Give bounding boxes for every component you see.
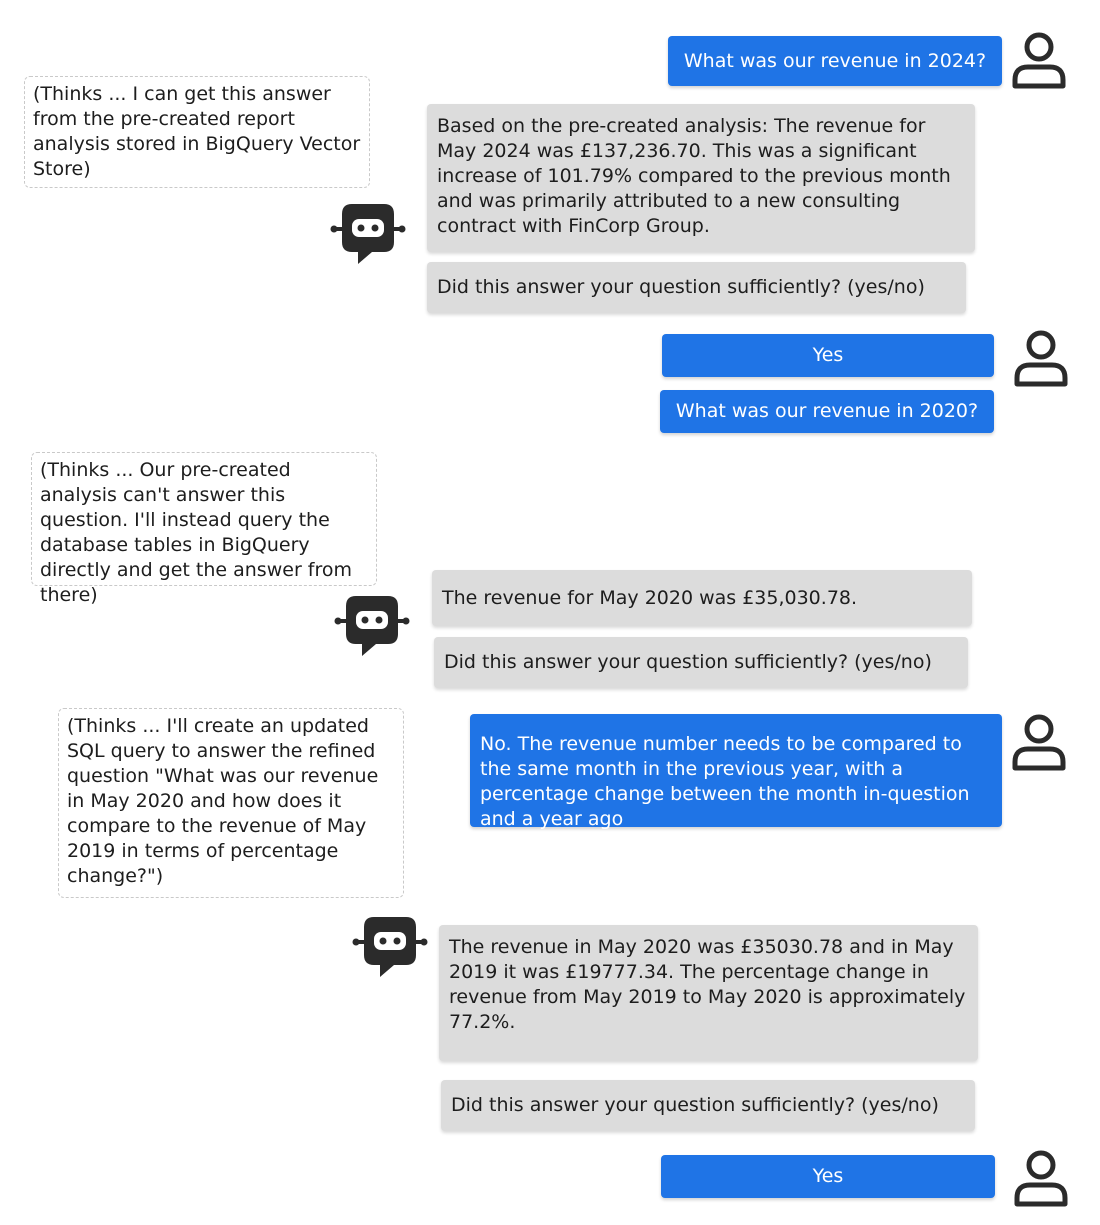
thinks-note bbox=[58, 708, 404, 898]
person-icon bbox=[1010, 30, 1068, 90]
user-message-text: What was our revenue in 2024? bbox=[683, 49, 987, 72]
user-reply-yes bbox=[662, 334, 994, 377]
thinks-text: (Thinks ... Our pre-created analysis can't answer this question. I'll instead query the database tables in BigQuery directly and get the answer from there) bbox=[40, 459, 353, 606]
thinks-note bbox=[24, 76, 370, 188]
bot-message-text: The revenue for May 2020 was £35,030.78. bbox=[442, 586, 858, 609]
chatbot-icon bbox=[352, 917, 428, 979]
chatbot-icon bbox=[330, 204, 406, 266]
thinks-note bbox=[31, 452, 377, 606]
chatbot-icon bbox=[334, 596, 410, 658]
user-message-text: Yes bbox=[812, 1165, 844, 1187]
user-message-text: What was our revenue in 2020? bbox=[675, 400, 979, 422]
thinks-text: (Thinks ... I can get this answer from the pre-created report analysis stored in BigQuery Vector Store) bbox=[33, 83, 361, 180]
user-reply-yes bbox=[661, 1155, 995, 1198]
thinks-text: (Thinks ... I'll create an updated SQL query to answer the refined question "What was our revenue in May 2020 and how does it compare to the revenue of May 2019 in terms of percentage change?") bbox=[67, 715, 379, 887]
bot-message-revenue-comparison bbox=[439, 925, 978, 1061]
person-icon bbox=[1012, 328, 1070, 388]
person-icon bbox=[1010, 712, 1068, 772]
bot-message-revenue-2024 bbox=[427, 104, 975, 252]
bot-message-text: Did this answer your question sufficiently? (yes/no) bbox=[444, 651, 932, 673]
user-message-revenue-2020 bbox=[660, 390, 994, 433]
user-message-refined-question bbox=[470, 714, 1002, 830]
user-message-text: No. The revenue number needs to be compared to the same month in the previous year, with a percentage change between the month in-question and a year ago bbox=[480, 733, 970, 830]
bot-message-text: Based on the pre-created analysis: The revenue for May 2024 was £137,236.70. This was a significant increase of 101.79% compared to the previous month and was primarily attributed to a new consulting contract with FinCorp Group. bbox=[437, 115, 951, 237]
bot-followup-question bbox=[441, 1080, 975, 1131]
bot-followup-question bbox=[427, 262, 966, 313]
bot-message-text: Did this answer your question sufficiently? (yes/no) bbox=[451, 1094, 939, 1116]
bot-message-revenue-2020 bbox=[432, 570, 972, 626]
bot-followup-question bbox=[434, 637, 968, 688]
bot-message-text: The revenue in May 2020 was £35030.78 and in May 2019 it was £19777.34. The percentage change in revenue from May 2019 to May 2020 is approximately 77.2%. bbox=[449, 936, 966, 1033]
person-icon bbox=[1012, 1148, 1070, 1208]
user-message-text: Yes bbox=[812, 344, 844, 366]
user-message-revenue-2024 bbox=[668, 36, 1002, 86]
bot-message-text: Did this answer your question sufficiently? (yes/no) bbox=[437, 276, 925, 298]
